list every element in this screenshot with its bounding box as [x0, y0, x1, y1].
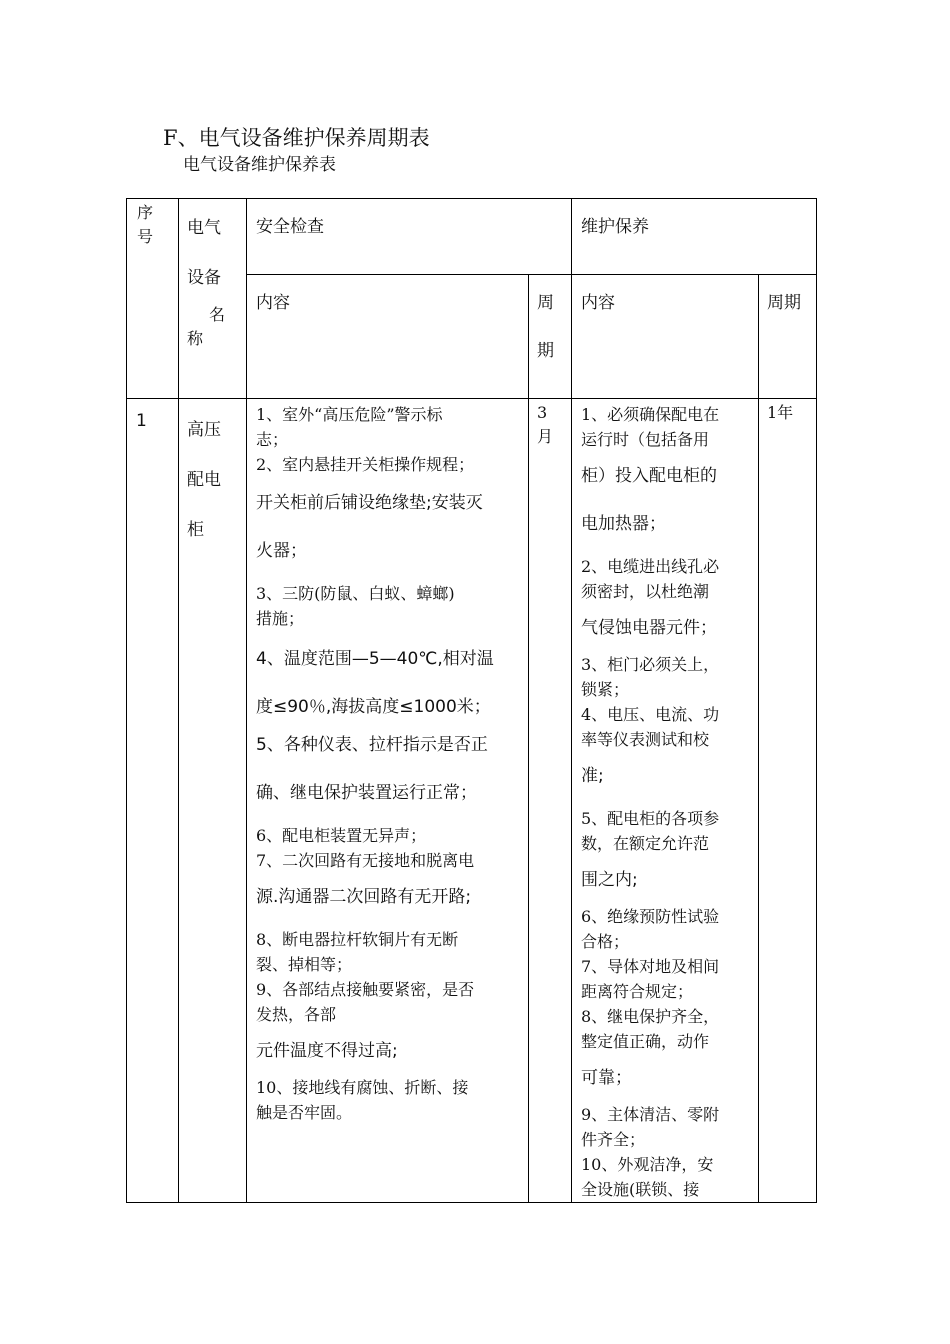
table-row	[127, 399, 817, 1203]
header-device-cell	[179, 199, 247, 399]
header-safety-content: 内容	[256, 293, 290, 313]
maint-line: 2、电缆进出线孔必	[581, 557, 720, 576]
safety-line: 2、室内悬挂开关柜操作规程；	[256, 455, 475, 474]
header-maintenance: 维护保养	[581, 217, 649, 237]
safety-line: 元件温度不得过高;	[256, 1041, 398, 1061]
header-maint-period-cell	[759, 275, 817, 399]
maint-line: 运行时（包括备用	[581, 430, 710, 449]
maintenance-table	[126, 198, 817, 1203]
maint-line: 7、导体对地及相间	[581, 957, 720, 976]
safety-line: 4、温度范围—5—40℃,相对温	[256, 649, 494, 669]
row-safety-period-2: 月	[537, 427, 554, 446]
header-maintenance-cell	[572, 199, 817, 275]
header-maint-content-cell	[572, 275, 759, 399]
row-device-line-1: 高压	[187, 420, 221, 440]
header-maint-period: 周期	[767, 293, 801, 313]
maint-line: 4、电压、电流、功	[581, 705, 720, 724]
row-safety-period-1: 3	[537, 403, 548, 422]
maint-line: 准;	[581, 766, 604, 786]
maint-line: 距离符合规定；	[581, 982, 694, 1001]
maint-line: 柜）投入配电柜的	[581, 466, 717, 486]
row-safety-period-cell	[529, 399, 572, 1203]
header-device-line-2: 设备	[187, 268, 221, 288]
safety-line: 1、室外“高压危险”警示标	[256, 405, 443, 424]
safety-line: 10、接地线有腐蚀、折断、接	[256, 1078, 469, 1097]
safety-line: 发热，各部	[256, 1005, 337, 1024]
maint-line: 全设施(联锁、接	[581, 1180, 700, 1199]
row-safety-content-cell	[247, 399, 529, 1203]
row-maint-period: 1年	[767, 403, 794, 422]
safety-line: 8、断电器拉杆软铜片有无断	[256, 930, 459, 949]
header-safety-period-char-2: 期	[537, 341, 554, 361]
safety-line: 志；	[256, 430, 289, 449]
safety-line: 度≤90％,海拔高度≤1000米；	[256, 697, 491, 717]
header-safety-cell	[247, 199, 572, 275]
header-device-line-1: 电气	[187, 218, 221, 238]
maint-line: 3、柜门必须关上，	[581, 655, 720, 674]
maint-line: 10、外观洁净，安	[581, 1155, 714, 1174]
safety-line: 9、各部结点接触要紧密，是否	[256, 980, 475, 999]
header-safety: 安全检查	[256, 217, 324, 237]
safety-line: 7、二次回路有无接地和脱离电	[256, 851, 475, 870]
maint-line: 电加热器；	[581, 514, 666, 534]
row-device-line-3: 柜	[187, 520, 204, 540]
row-seq: 1	[136, 411, 147, 431]
row-maint-content-cell	[572, 399, 759, 1203]
header-safety-period-cell	[529, 275, 572, 399]
safety-line: 开关柜前后铺设绝缘垫;安装灭	[256, 493, 483, 513]
maint-line: 件齐全；	[581, 1130, 646, 1149]
maint-line: 合格；	[581, 932, 630, 951]
document-heading: F、电气设备维护保养周期表	[163, 126, 430, 150]
maint-line: 6、绝缘预防性试验	[581, 907, 720, 926]
maint-line: 9、主体清洁、零附	[581, 1105, 720, 1124]
row-device-cell	[179, 399, 247, 1203]
row-device-line-2: 配电	[187, 470, 221, 490]
row-seq-cell	[127, 399, 179, 1203]
maint-line: 整定值正确，动作	[581, 1032, 710, 1051]
table-caption: 电气设备维护保养表	[183, 155, 336, 175]
safety-line: 裂、掉相等；	[256, 955, 353, 974]
safety-line: 6、配电柜装置无异声；	[256, 826, 427, 845]
maint-line: 8、继电保护齐全，	[581, 1007, 720, 1026]
header-safety-period-char-1: 周	[537, 293, 554, 313]
safety-line: 火器；	[256, 541, 307, 561]
header-device-line-4: 称	[187, 329, 204, 348]
maint-line: 率等仪表测试和校	[581, 730, 710, 749]
maint-line: 1、必须确保配电在	[581, 405, 720, 424]
maint-line: 5、配电柜的各项参	[581, 809, 720, 828]
maint-line: 须密封，以杜绝潮	[581, 582, 710, 601]
header-row-1	[127, 199, 817, 275]
header-seq-char-2: 号	[137, 227, 154, 246]
safety-line: 确、继电保护装置运行正常；	[256, 783, 477, 803]
header-maint-content: 内容	[581, 293, 615, 313]
safety-line: 5、各种仪表、拉杆指示是否正	[256, 735, 488, 755]
row-maint-period-cell	[759, 399, 817, 1203]
maint-line: 可靠；	[581, 1068, 632, 1088]
maint-line: 数，在额定允许范	[581, 834, 710, 853]
safety-line: 3、三防(防鼠、白蚁、蟑螂)	[256, 584, 455, 603]
header-seq-cell	[127, 199, 179, 399]
maint-line: 围之内;	[581, 870, 638, 890]
header-device-line-3: 名	[209, 305, 226, 324]
safety-line: 源.沟通器二次回路有无开路;	[256, 887, 472, 907]
safety-line: 措施；	[256, 609, 305, 628]
maint-line: 气侵蚀电器元件；	[581, 618, 717, 638]
safety-line: 触是否牢固。	[256, 1103, 353, 1122]
maint-line: 锁紧；	[581, 680, 630, 699]
header-safety-content-cell	[247, 275, 529, 399]
header-seq-char-1: 序	[137, 203, 154, 222]
